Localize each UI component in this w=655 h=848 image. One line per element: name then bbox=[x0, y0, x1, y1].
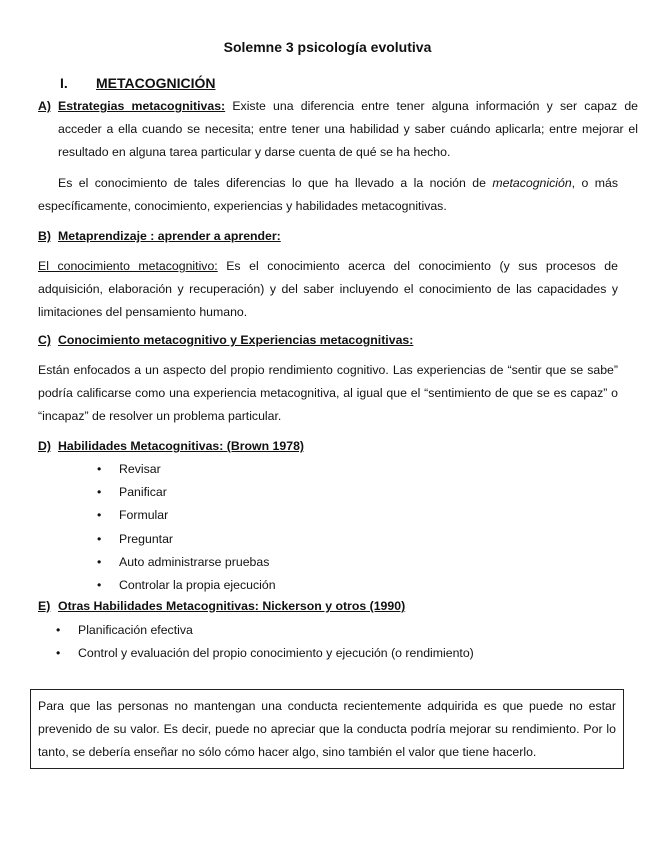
section-a-paragraph-term: metacognición bbox=[492, 176, 572, 190]
section-c-title: Conocimiento metacognitivo y Experiencias metacognitivas: bbox=[58, 333, 414, 347]
main-heading-number: I. bbox=[60, 75, 68, 91]
section-e-title: Otras Habilidades Metacognitivas: Nickerson y otros (1990) bbox=[58, 599, 406, 613]
list-item: • Preguntar bbox=[97, 528, 497, 551]
bullet-icon: • bbox=[97, 485, 102, 500]
section-d-letter: D) bbox=[38, 439, 51, 453]
document-title: Solemne 3 psicología evolutiva bbox=[223, 39, 432, 55]
section-d-title: Habilidades Metacognitivas: (Brown 1978) bbox=[58, 439, 304, 453]
main-heading-text: METACOGNICIÓN bbox=[96, 75, 216, 91]
section-a-letter: A) bbox=[38, 99, 51, 113]
section-a-paragraph bbox=[38, 172, 618, 218]
section-c-letter: C) bbox=[38, 333, 51, 347]
list-item: • Formular bbox=[97, 504, 497, 527]
section-d-heading bbox=[38, 435, 618, 458]
section-d-list bbox=[97, 458, 497, 597]
list-item: • Planificación efectiva bbox=[56, 619, 616, 642]
section-a bbox=[38, 95, 638, 164]
section-b-letter: B) bbox=[38, 229, 51, 243]
bullet-icon: • bbox=[97, 554, 102, 569]
list-item: • Panificar bbox=[97, 481, 497, 504]
section-a-body: Existe una diferencia entre tener alguna información y ser capaz de acceder a ella cuando se necesita; entre tener una habilidad y saber cuándo aplicarla; entre mejorar el resultado en alguna tarea particular y darse cuenta de qué se ha hecho. bbox=[58, 99, 639, 159]
section-a-paragraph-before: Es el conocimiento de tales diferencias lo que ha llevado a la noción de bbox=[58, 176, 493, 190]
section-b-paragraph bbox=[38, 255, 618, 324]
section-a-title: Estrategias metacognitivas: bbox=[58, 99, 226, 113]
note-box: Para que las personas no mantengan una conducta recientemente adquirida es que puede no estar prevenido de su valor. Es decir, puede no apreciar que la conducta podría mejorar su rendimiento. Por lo tanto, se debería enseñar no sólo cómo hacer algo, sino también el valor que tiene hacerlo. bbox=[30, 689, 624, 769]
section-e-list bbox=[56, 619, 616, 665]
bullet-icon: • bbox=[56, 623, 61, 637]
bullet-icon: • bbox=[56, 646, 61, 661]
list-item: • Control y evaluación del propio conocimiento y ejecución (o rendimiento) bbox=[56, 642, 616, 665]
section-a-paragraph-after: , o más específicamente, conocimiento, experiencias y habilidades metacognitivas. bbox=[38, 176, 618, 213]
section-b-heading bbox=[38, 225, 618, 248]
list-item: • Controlar la propia ejecución bbox=[97, 574, 497, 597]
main-heading bbox=[60, 72, 216, 95]
list-item: • Revisar bbox=[97, 458, 497, 481]
section-b-body: Es el conocimiento acerca del conocimiento (y sus procesos de adquisición, elaboración y recuperación) y del saber incluyendo el conocimiento de las capacidades y limitaciones del pensamiento humano. bbox=[38, 259, 618, 319]
bullet-icon: • bbox=[97, 531, 102, 546]
section-c-heading bbox=[38, 329, 618, 352]
section-b-term: El conocimiento metacognitivo: bbox=[38, 259, 218, 273]
section-e-letter: E) bbox=[38, 599, 51, 613]
list-item: • Auto administrarse pruebas bbox=[97, 551, 497, 574]
bullet-icon: • bbox=[97, 577, 102, 592]
bullet-icon: • bbox=[97, 462, 102, 476]
section-e-heading bbox=[38, 595, 618, 618]
bullet-icon: • bbox=[97, 508, 102, 523]
section-b-title: Metaprendizaje : aprender a aprender: bbox=[58, 229, 281, 243]
section-c-paragraph: Están enfocados a un aspecto del propio rendimiento cognitivo. Las experiencias de “sentir que se sabe” podría calificarse como una experiencia metacognitiva, al igual que el “sentimiento de que se es capaz” o “incapaz” de resolver un problema particular. bbox=[38, 363, 618, 423]
